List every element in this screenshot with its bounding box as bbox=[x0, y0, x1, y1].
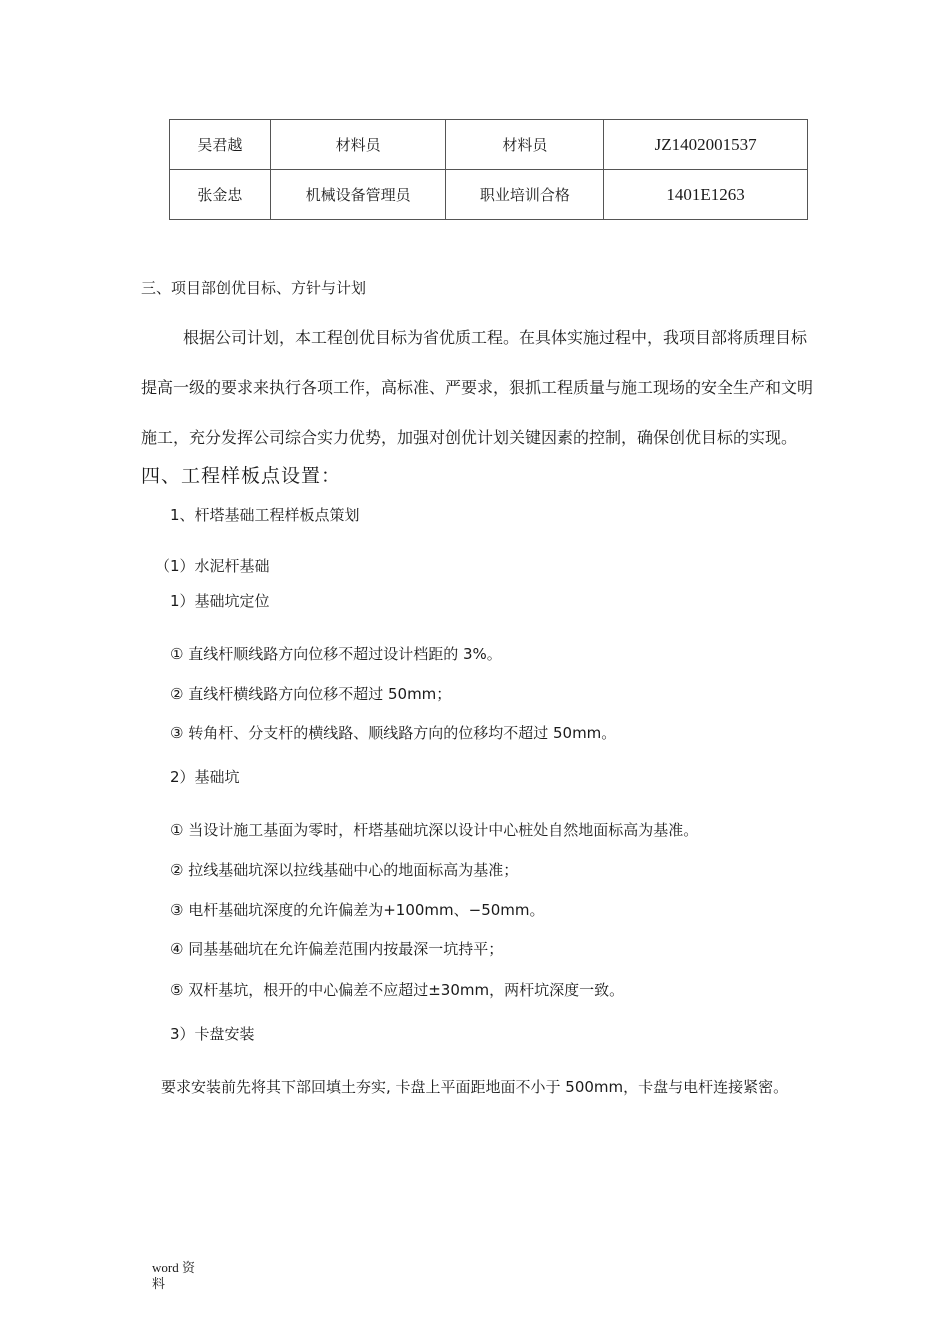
paragraph-line: 提高一级的要求来执行各项工作，高标准、严要求，狠抓工程质量与施工现场的安全生产和文明 bbox=[141, 378, 814, 397]
section-heading-4: 四、工程样板点设置： bbox=[141, 465, 342, 487]
paragraph-line: 根据公司计划，本工程创优目标为省优质工程。在具体实施过程中，我项目部将质理目标 bbox=[183, 328, 808, 347]
table-cell: 材料员 bbox=[270, 120, 446, 170]
paragraph-line: 施工，充分发挥公司综合实力优势，加强对创优计划关键因素的控制，确保创优目标的实现。 bbox=[141, 428, 798, 447]
table-cell: JZ1402001537 bbox=[604, 120, 808, 170]
list-item: ① 当设计施工基面为零时，杆塔基础坑深以设计中心桩处自然地面标高为基准。 bbox=[170, 821, 699, 839]
table-cell: 机械设备管理员 bbox=[270, 170, 446, 220]
list-item: ② 直线杆横线路方向位移不超过 50mm； bbox=[170, 685, 452, 703]
subsection-heading: 1、杆塔基础工程样板点策划 bbox=[170, 506, 360, 524]
item-title: 2）基础坑 bbox=[170, 768, 240, 786]
section-heading-3: 三、项目部创优目标、方针与计划 bbox=[141, 279, 367, 297]
table-cell: 张金忠 bbox=[170, 170, 271, 220]
list-item: ③ 电杆基础坑深度的允许偏差为+100mm、−50mm。 bbox=[170, 901, 545, 919]
personnel-table bbox=[169, 119, 808, 220]
subsection-heading: （1）水泥杆基础 bbox=[155, 557, 270, 575]
table-row bbox=[170, 120, 808, 170]
footer-label bbox=[152, 1260, 195, 1292]
footer-line: word 资 bbox=[152, 1260, 195, 1275]
table-cell: 吴君越 bbox=[170, 120, 271, 170]
item-title: 3）卡盘安装 bbox=[170, 1025, 255, 1043]
list-item: ⑤ 双杆基坑，根开的中心偏差不应超过±30mm，两杆坑深度一致。 bbox=[170, 981, 625, 999]
footer-line: 料 bbox=[152, 1276, 166, 1291]
list-item: ④ 同基基础坑在允许偏差范围内按最深一坑持平； bbox=[170, 940, 504, 958]
list-item: ③ 转角杆、分支杆的横线路、顺线路方向的位移均不超过 50mm。 bbox=[170, 724, 617, 742]
list-item: ① 直线杆顺线路方向位移不超过设计档距的 3%。 bbox=[170, 645, 502, 663]
table-cell: 材料员 bbox=[446, 120, 604, 170]
table-cell: 职业培训合格 bbox=[446, 170, 604, 220]
table-cell: 1401E1263 bbox=[604, 170, 808, 220]
paragraph-line: 要求安装前先将其下部回填土夯实, 卡盘上平面距地面不小于 500mm，卡盘与电杆连接紧密。 bbox=[161, 1078, 789, 1096]
table-row bbox=[170, 170, 808, 220]
list-item: ② 拉线基础坑深以拉线基础中心的地面标高为基准； bbox=[170, 861, 519, 879]
item-title: 1）基础坑定位 bbox=[170, 592, 270, 610]
